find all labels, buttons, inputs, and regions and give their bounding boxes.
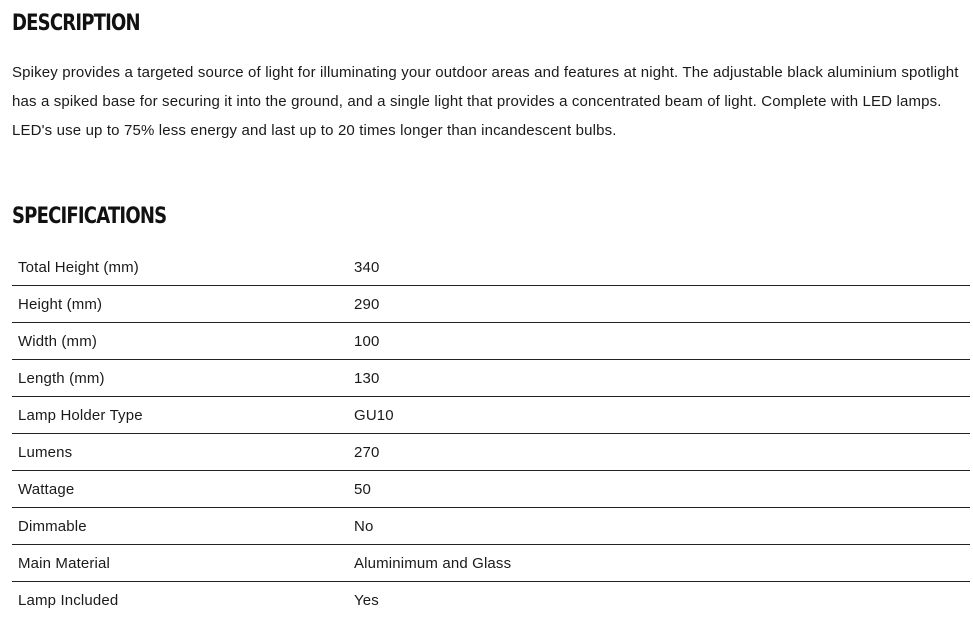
- spec-label: Lamp Holder Type: [12, 397, 348, 434]
- spec-label: Main Material: [12, 545, 348, 582]
- spec-row-lumens: [12, 434, 970, 471]
- description-text: Spikey provides a targeted source of light for illuminating your outdoor areas and features at night. The adjustable black aluminium spotlight has a spiked base for securing it into the ground, and a single light that provides a concentrated beam of light. Complete with LED lamps. LED's use up to 75% less energy and last up to 20 times longer than incandescent bulbs.: [12, 64, 959, 139]
- spec-value: GU10: [348, 397, 970, 434]
- spec-row-height: [12, 286, 970, 323]
- spec-label: Wattage: [12, 471, 348, 508]
- specifications-table: [12, 249, 970, 618]
- spec-value: 50: [348, 471, 970, 508]
- spec-value: 340: [348, 249, 970, 286]
- spec-label: Dimmable: [12, 508, 348, 545]
- spec-row-total-height: [12, 249, 970, 286]
- spec-row-dimmable: [12, 508, 970, 545]
- spec-value: 290: [348, 286, 970, 323]
- spec-label: Length (mm): [12, 360, 348, 397]
- spec-label: Lumens: [12, 434, 348, 471]
- description-heading: DESCRIPTION: [12, 11, 140, 36]
- spec-value: Aluminimum and Glass: [348, 545, 970, 582]
- spec-value: Yes: [354, 591, 379, 609]
- spec-row-lamp-included: [12, 582, 970, 619]
- specifications-heading: SPECIFICATIONS: [12, 204, 167, 229]
- spec-label: Lamp Included: [18, 591, 119, 609]
- spec-value: 270: [348, 434, 970, 471]
- spec-row-main-material: [12, 545, 970, 582]
- spec-value: 100: [348, 323, 970, 360]
- spec-row-lamp-holder-type: [12, 397, 970, 434]
- spec-label: Height (mm): [12, 286, 348, 323]
- spec-label: Width (mm): [12, 323, 348, 360]
- spec-row-length: [12, 360, 970, 397]
- spec-value: 130: [348, 360, 970, 397]
- spec-row-width: [12, 323, 970, 360]
- spec-value: No: [348, 508, 970, 545]
- spec-label: Total Height (mm): [12, 249, 348, 286]
- spec-row-wattage: [12, 471, 970, 508]
